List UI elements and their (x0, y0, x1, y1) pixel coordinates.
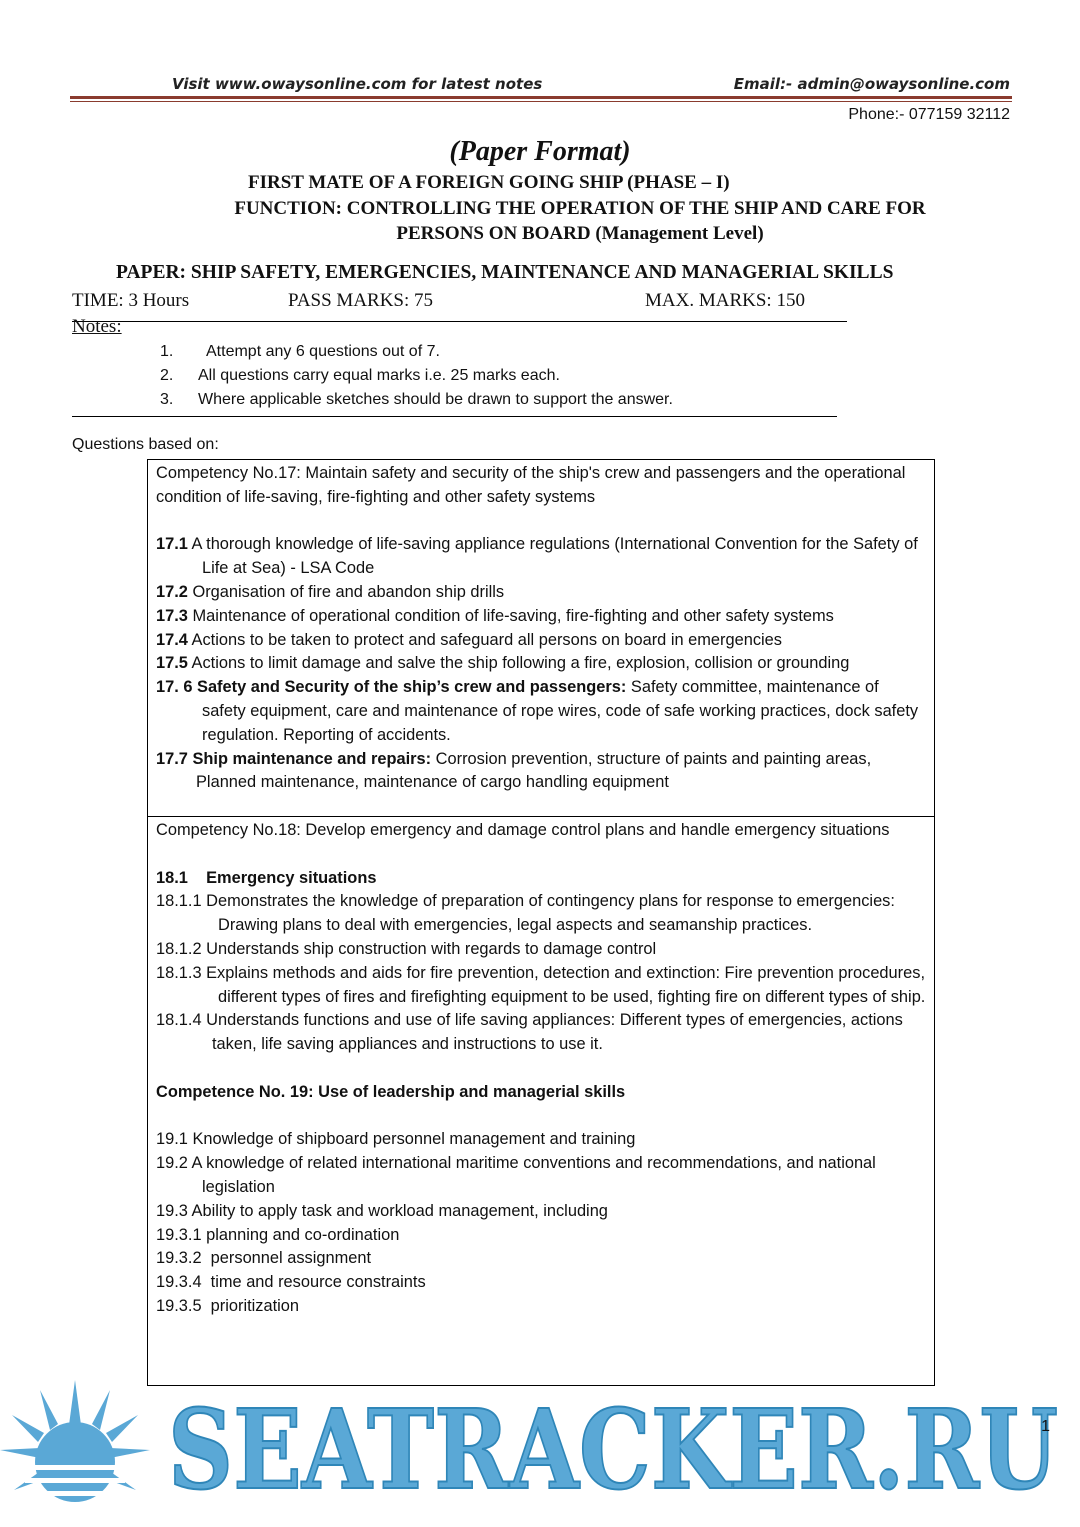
list-item: 19.3 Ability to apply task and workload management, including (156, 1201, 608, 1220)
watermark-text: SEATRACKER.RU (168, 1385, 1058, 1514)
note-text: Attempt any 6 questions out of 7. (198, 343, 440, 360)
competence-19-heading-text: Competence No. 19: Use of leadership and managerial skills (156, 1082, 626, 1101)
header-email[interactable]: Email:- admin@owaysonline.com (733, 75, 1010, 93)
list-item: 19.3.2 personnel assignment (156, 1249, 372, 1268)
item-number: 17.4 (156, 630, 188, 649)
header-website-link[interactable]: Visit www.owaysonline.com for latest notes (172, 75, 543, 93)
list-item: 19.1 Knowledge of shipboard personnel management and training (156, 1130, 636, 1149)
list-item: 18.1.2 Understands ship construction with regards to damage control (156, 939, 657, 958)
item-text: Maintenance of operational condition of life-saving, fire-fighting and other safety systems (187, 606, 834, 625)
list-item (160, 340, 673, 364)
divider-line (72, 416, 837, 417)
item-number: 17. 6 Safety and Security of the ship’s crew and passengers: (156, 678, 627, 697)
note-text: All questions carry equal marks i.e. 25 marks each. (198, 367, 560, 384)
item-number: 17.5 (156, 654, 188, 673)
list-item: 18.1.4 Understands functions and use of life saving appliances: Different types of emergencies, actions taken, life saving appliances and instructions to use it. (156, 1011, 903, 1054)
note-text: Where applicable sketches should be drawn to support the answer. (198, 391, 673, 408)
competency-17-heading: Competency No.17: Maintain safety and security of the ship's crew and passengers and the operational condition of life-saving, fire-fighting and other safety systems (156, 464, 906, 506)
subheading-text: 18.1 Emergency situations (156, 868, 377, 887)
competency-18-subheading (156, 867, 926, 891)
list-item (160, 388, 673, 412)
list-item: 19.3.5 prioritization (156, 1296, 300, 1315)
list-item: 19.3.4 time and resource constraints (156, 1273, 426, 1292)
note-number: 3. (160, 391, 174, 408)
list-item (156, 581, 926, 605)
function-line-2-text: PERSONS ON BOARD (396, 223, 591, 244)
item-text: Actions to be taken to protect and safeguard all persons on board in emergencies (187, 630, 782, 649)
note-number: 2. (160, 367, 174, 384)
page-number: 1 (1041, 1418, 1050, 1435)
header-phone: Phone:- 077159 32112 (848, 106, 1010, 123)
competence-19-heading (156, 1081, 926, 1105)
list-item (156, 605, 926, 629)
pass-marks-info: PASS MARKS: 75 (288, 290, 434, 311)
list-item (156, 533, 926, 581)
list-item: 18.1.1 Demonstrates the knowledge of preparation of contingency plans for response to emergencies: Drawing plans to deal with emergencies, legal aspects and seamanship practices. (156, 892, 895, 935)
max-marks-info: MAX. MARKS: 150 (645, 290, 805, 311)
list-item (156, 652, 926, 676)
item-number: 17.7 Ship maintenance and repairs: (156, 749, 432, 768)
list-item (156, 748, 926, 796)
divider-line (72, 321, 847, 322)
function-line-1: FUNCTION: CONTROLLING THE OPERATION OF THE SHIP AND CARE FOR (234, 198, 926, 219)
seatracker-watermark (0, 1370, 1080, 1527)
list-item (156, 629, 926, 653)
item-number: 17.3 (156, 606, 188, 625)
item-text: Safety committee, maintenance of safety equipment, care and maintenance of rope wires, code of safe working practices, dock safety regulation. Reporting of accidents. (202, 678, 919, 744)
competency-18-heading: Competency No.18: Develop emergency and damage control plans and handle emergency situations (156, 821, 890, 839)
list-item: 19.2 A knowledge of related international maritime conventions and recommendations, and national legislation (156, 1154, 876, 1196)
paper-format-title: (Paper Format) (449, 136, 631, 167)
notes-list (160, 340, 673, 412)
paper-title: PAPER: SHIP SAFETY, EMERGENCIES, MAINTENANCE AND MANAGERIAL SKILLS (116, 262, 894, 283)
function-line-2 (0, 221, 1080, 246)
item-number: 17.1 (156, 535, 188, 554)
time-info: TIME: 3 Hours (72, 290, 190, 311)
header-rule-thin (70, 101, 1012, 102)
exam-title: FIRST MATE OF A FOREIGN GOING SHIP (PHASE – I) (248, 172, 730, 193)
item-number: 17.2 (156, 582, 188, 601)
list-item: 18.1.3 Explains methods and aids for fire prevention, detection and extinction: Fire prevention procedures, different types of fires and firefighting equipment to be used, fighting fire on different types of ship. (156, 963, 926, 1006)
competency-17-box (147, 459, 935, 817)
item-text: Organisation of fire and abandon ship drills (187, 582, 505, 601)
item-text: A thorough knowledge of life-saving appliance regulations (International Convention for the Safety of Life at Sea) - LSA Code (187, 535, 918, 578)
list-item (156, 676, 926, 747)
note-number: 1. (160, 343, 174, 360)
function-title (0, 196, 1080, 246)
item-text: Actions to limit damage and salve the ship following a fire, explosion, collision or grounding (187, 654, 850, 673)
competency-18-19-box (147, 816, 935, 1386)
questions-based-on-label: Questions based on: (72, 436, 219, 453)
list-item: 19.3.1 planning and co-ordination (156, 1225, 400, 1244)
item-text: Corrosion prevention, structure of paints and painting areas, Planned maintenance, maintenance of cargo handling equipment (196, 749, 872, 792)
function-level: (Management Level) (595, 223, 764, 244)
notes-heading: Notes: (72, 316, 122, 337)
list-item (160, 364, 673, 388)
header-rule-thick (70, 96, 1012, 99)
sun-logo-icon (0, 1380, 150, 1527)
